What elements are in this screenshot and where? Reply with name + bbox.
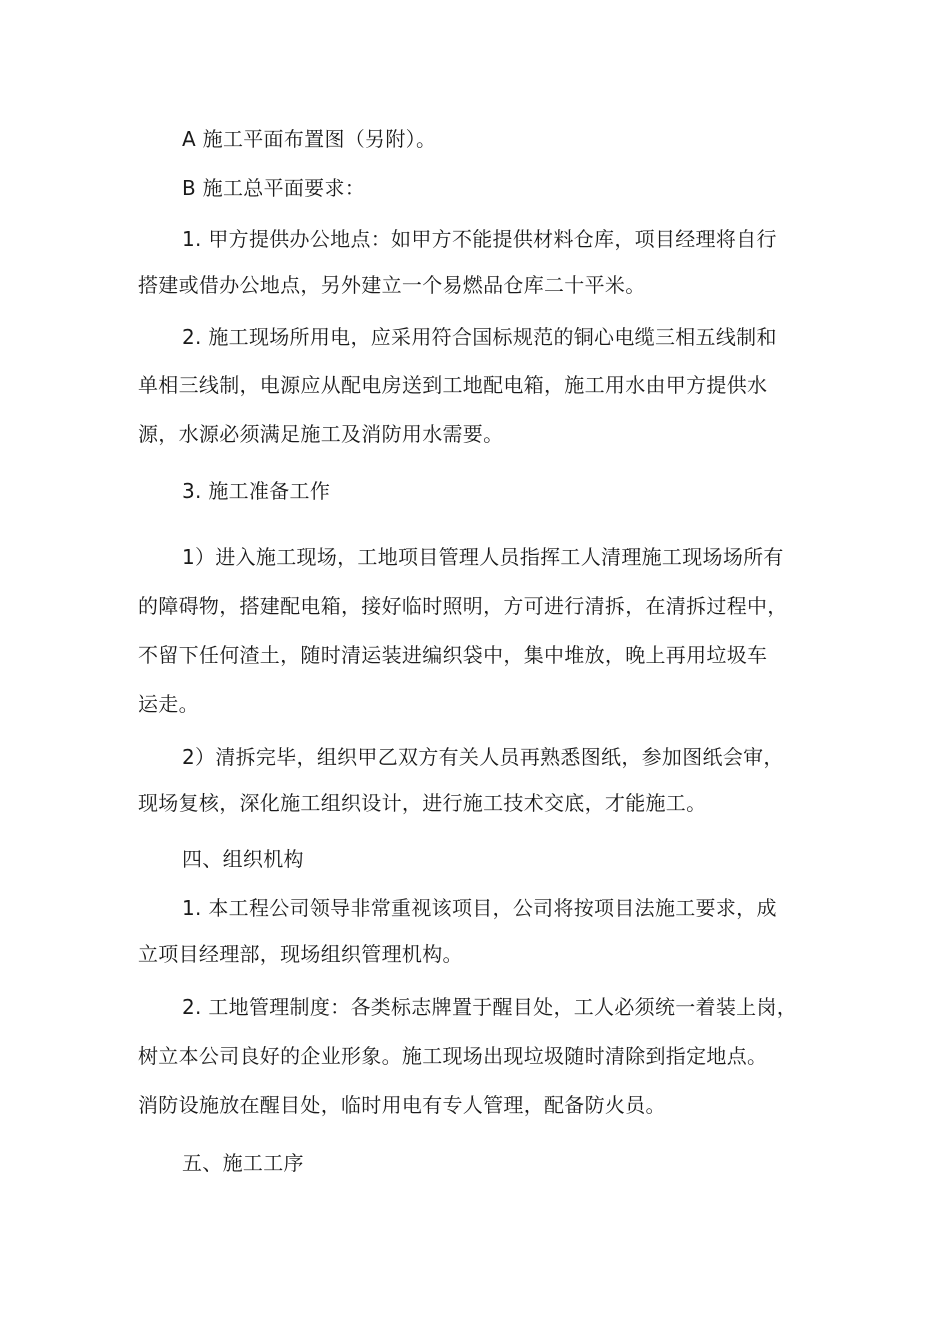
text-line: 不留下任何渣土，随时清运装进编织袋中，集中堆放，晚上再用垃圾车 (138, 643, 768, 667)
section-heading: 五、施工工序 (182, 1151, 304, 1175)
text-line: 3. 施工准备工作 (182, 479, 331, 503)
text-line: 的障碍物，搭建配电箱，接好临时照明，方可进行清拆，在清拆过程中， (138, 594, 788, 618)
text-line: 立项目经理部，现场组织管理机构。 (138, 942, 463, 966)
text-line: 消防设施放在醒目处，临时用电有专人管理，配备防火员。 (138, 1093, 666, 1117)
text-line: 1. 本工程公司领导非常重视该项目，公司将按项目法施工要求，成 (182, 896, 777, 920)
text-line: 2）清拆完毕，组织甲乙双方有关人员再熟悉图纸，参加图纸会审， (182, 745, 784, 769)
text-line: 搭建或借办公地点，另外建立一个易燃品仓库二十平米。 (138, 273, 646, 297)
text-line: B 施工总平面要求： (182, 176, 366, 200)
text-line: 单相三线制，电源应从配电房送到工地配电箱，施工用水由甲方提供水 (138, 373, 768, 397)
text-line: 2. 施工现场所用电，应采用符合国标规范的铜心电缆三相五线制和 (182, 325, 777, 349)
text-line: 树立本公司良好的企业形象。施工现场出现垃圾随时清除到指定地点。 (138, 1044, 768, 1068)
text-line: 运走。 (138, 692, 199, 716)
text-line: 2. 工地管理制度：各类标志牌置于醒目处，工人必须统一着装上岗， (182, 995, 798, 1019)
text-line: 源，水源必须满足施工及消防用水需要。 (138, 422, 504, 446)
section-heading: 四、组织机构 (182, 847, 304, 871)
text-line: A 施工平面布置图（另附）。 (182, 127, 437, 151)
text-line: 1）进入施工现场，工地项目管理人员指挥工人清理施工现场场所有 (182, 545, 784, 569)
text-line: 1. 甲方提供办公地点：如甲方不能提供材料仓库，项目经理将自行 (182, 227, 777, 251)
text-line: 现场复核，深化施工组织设计，进行施工技术交底，才能施工。 (138, 791, 707, 815)
